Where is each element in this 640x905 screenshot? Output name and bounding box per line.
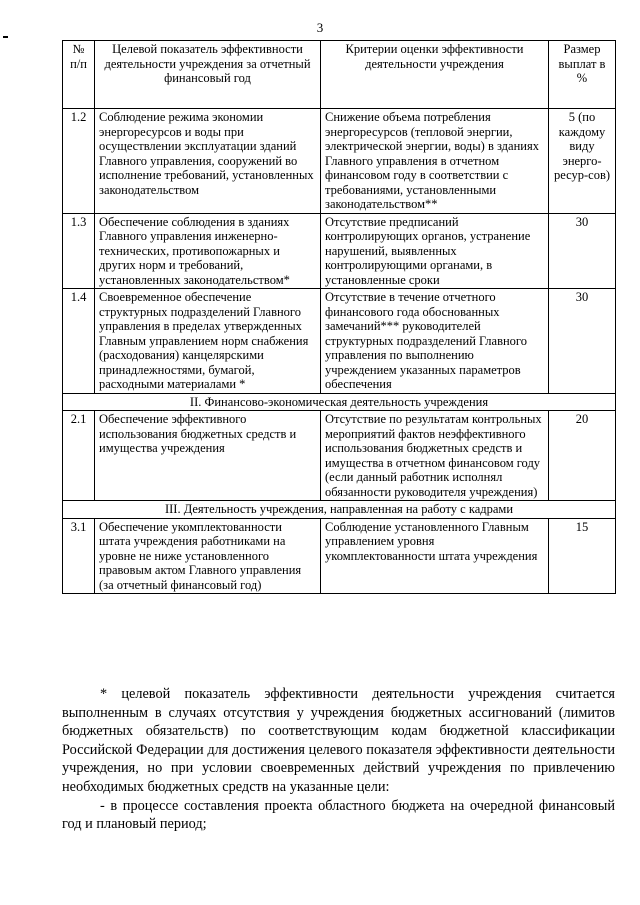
table-row — [63, 213, 616, 289]
table-header-row — [63, 41, 616, 109]
row-payment: 20 — [549, 411, 616, 501]
row-criteria: Отсутствие предписаний контролирующих органов, устранение нарушений, выявленных контролирующими органами, в установленные сроки — [321, 213, 549, 289]
bullet-paragraph: - в процессе составления проекта областного бюджета на очередной финансовый год и плановый период; — [62, 797, 615, 833]
row-payment: 30 — [549, 213, 616, 289]
scan-mark — [3, 36, 8, 38]
table-row — [63, 518, 616, 594]
row-num: 1.4 — [63, 289, 95, 394]
row-criteria: Соблюдение установленного Главным управлением уровня укомплектованности штата учреждения — [321, 518, 549, 594]
header-num: № п/п — [63, 41, 95, 109]
row-payment: 15 — [549, 518, 616, 594]
row-criteria: Снижение объема потребления энергоресурсов (тепловой энергии, электрической энергии, воды) в зданиях Главного управления в отчетном финансовом году в соответствии с требованиями, установленными законодательством** — [321, 109, 549, 214]
row-payment: 30 — [549, 289, 616, 394]
section-title: III. Деятельность учреждения, направленная на работу с кадрами — [63, 501, 616, 519]
row-criteria: Отсутствие по результатам контрольных мероприятий фактов неэффективного использования бюджетных средств и имущества в отчетном финансовом году (если данный работник исполнял обязанности руководителя учреждения) — [321, 411, 549, 501]
page-number: 3 — [316, 20, 324, 35]
section-row — [63, 393, 616, 411]
header-payment: Размер выплат в % — [549, 41, 616, 109]
table-row — [63, 109, 616, 214]
row-indicator: Обеспечение укомплектованности штата учреждения работниками на уровне не ниже установленного правовым актом Главного управления (за отчетный финансовый год) — [95, 518, 321, 594]
notes-block — [62, 685, 615, 834]
row-indicator: Обеспечение эффективного использования бюджетных средств и имущества учреждения — [95, 411, 321, 501]
row-payment: 5 (по каждому виду энерго-ресур-сов) — [549, 109, 616, 214]
section-title: II. Финансово-экономическая деятельность учреждения — [63, 393, 616, 411]
row-indicator: Своевременное обеспечение структурных подразделений Главного управления в пределах утвержденных Главным управлением норм снабжения (расходования) канцелярскими принадлежностями, бумагой, расходными материалами * — [95, 289, 321, 394]
table-row — [63, 411, 616, 501]
row-num: 1.2 — [63, 109, 95, 214]
row-criteria: Отсутствие в течение отчетного финансового года обоснованных замечаний*** руководителей структурных подразделений Главного управления по выполнению учреждением указанных параметров обеспечения — [321, 289, 549, 394]
row-num: 2.1 — [63, 411, 95, 501]
footnote-paragraph: * целевой показатель эффективности деятельности учреждения считается выполненным в случаях отсутствия у учреждения бюджетных ассигнований (лимитов бюджетных обязательств) по соответствующим кодам бюджетной классификации Российской Федерации для достижения целевого показателя эффективности деятельности учреждения, но при условии своевременных действий учреждения по привлечению необходимых бюджетных средств на указанные цели: — [62, 686, 615, 795]
row-indicator: Обеспечение соблюдения в зданиях Главного управления инженерно-технических, противопожарных и других норм и требований, установленных законодательством* — [95, 213, 321, 289]
criteria-table — [62, 40, 616, 594]
row-num: 3.1 — [63, 518, 95, 594]
header-criteria: Критерии оценки эффективности деятельности учреждения — [321, 41, 549, 109]
row-indicator: Соблюдение режима экономии энергоресурсов и воды при осуществлении эксплуатации зданий Главного управления, сооружений во исполнение требований, установленных законодательством — [95, 109, 321, 214]
header-indicator: Целевой показатель эффективности деятельности учреждения за отчетный финансовый год — [95, 41, 321, 109]
row-num: 1.3 — [63, 213, 95, 289]
table-row — [63, 289, 616, 394]
section-row — [63, 501, 616, 519]
